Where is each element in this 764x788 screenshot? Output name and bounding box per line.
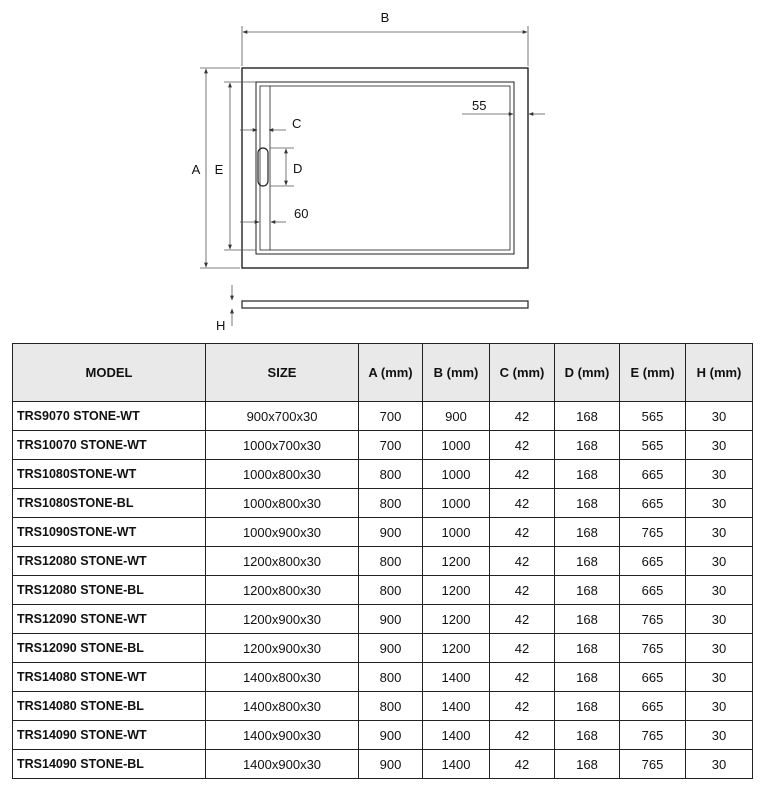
e-cell: 665 bbox=[620, 460, 686, 489]
size-cell: 1000x900x30 bbox=[206, 518, 359, 547]
model-cell: TRS12080 STONE-BL bbox=[13, 576, 206, 605]
e-cell: 765 bbox=[620, 605, 686, 634]
d-cell: 168 bbox=[555, 634, 620, 663]
b-cell: 1000 bbox=[423, 460, 490, 489]
d-cell: 168 bbox=[555, 402, 620, 431]
h-cell: 30 bbox=[686, 402, 753, 431]
a-cell: 900 bbox=[359, 605, 423, 634]
a-cell: 800 bbox=[359, 460, 423, 489]
c-cell: 42 bbox=[490, 402, 555, 431]
h-cell: 30 bbox=[686, 663, 753, 692]
table-row bbox=[13, 431, 753, 460]
table-row bbox=[13, 489, 753, 518]
model-cell: TRS14090 STONE-WT bbox=[13, 721, 206, 750]
model-cell: TRS12090 STONE-WT bbox=[13, 605, 206, 634]
c-cell: 42 bbox=[490, 518, 555, 547]
b-cell: 1400 bbox=[423, 663, 490, 692]
size-cell: 1000x800x30 bbox=[206, 489, 359, 518]
drain-slot bbox=[258, 148, 268, 186]
a-cell: 700 bbox=[359, 431, 423, 460]
table-row bbox=[13, 605, 753, 634]
d-cell: 168 bbox=[555, 431, 620, 460]
c-cell: 42 bbox=[490, 547, 555, 576]
h-cell: 30 bbox=[686, 460, 753, 489]
model-cell: TRS14090 STONE-BL bbox=[13, 750, 206, 779]
d-cell: 168 bbox=[555, 489, 620, 518]
c-cell: 42 bbox=[490, 634, 555, 663]
size-cell: 1000x800x30 bbox=[206, 460, 359, 489]
dimension-label-c: C bbox=[292, 116, 302, 131]
e-cell: 665 bbox=[620, 576, 686, 605]
b-cell: 1400 bbox=[423, 692, 490, 721]
e-cell: 665 bbox=[620, 489, 686, 518]
dimension-label-60: 60 bbox=[294, 206, 309, 221]
size-cell: 900x700x30 bbox=[206, 402, 359, 431]
c-cell: 42 bbox=[490, 605, 555, 634]
a-cell: 800 bbox=[359, 663, 423, 692]
d-cell: 168 bbox=[555, 460, 620, 489]
column-header-b: B (mm) bbox=[423, 344, 490, 402]
dimension-label-e: E bbox=[214, 162, 224, 177]
c-cell: 42 bbox=[490, 460, 555, 489]
table-row bbox=[13, 402, 753, 431]
d-cell: 168 bbox=[555, 518, 620, 547]
column-header-d: D (mm) bbox=[555, 344, 620, 402]
size-cell: 1400x900x30 bbox=[206, 721, 359, 750]
size-cell: 1200x900x30 bbox=[206, 634, 359, 663]
model-cell: TRS9070 STONE-WT bbox=[13, 402, 206, 431]
dimension-label-d: D bbox=[293, 161, 303, 176]
table-row bbox=[13, 460, 753, 489]
dimension-lines bbox=[200, 26, 545, 326]
e-cell: 665 bbox=[620, 692, 686, 721]
size-cell: 1000x700x30 bbox=[206, 431, 359, 460]
e-cell: 565 bbox=[620, 402, 686, 431]
table-row bbox=[13, 576, 753, 605]
size-cell: 1200x800x30 bbox=[206, 547, 359, 576]
e-cell: 765 bbox=[620, 750, 686, 779]
a-cell: 800 bbox=[359, 489, 423, 518]
b-cell: 1200 bbox=[423, 576, 490, 605]
model-cell: TRS1090STONE-WT bbox=[13, 518, 206, 547]
column-header-model: MODEL bbox=[13, 344, 206, 402]
d-cell: 168 bbox=[555, 692, 620, 721]
table-row bbox=[13, 518, 753, 547]
size-cell: 1400x800x30 bbox=[206, 692, 359, 721]
e-cell: 765 bbox=[620, 518, 686, 547]
table-row bbox=[13, 663, 753, 692]
b-cell: 1000 bbox=[423, 489, 490, 518]
c-cell: 42 bbox=[490, 692, 555, 721]
specification-table bbox=[12, 343, 753, 779]
model-cell: TRS10070 STONE-WT bbox=[13, 431, 206, 460]
table-row bbox=[13, 547, 753, 576]
a-cell: 900 bbox=[359, 721, 423, 750]
e-cell: 765 bbox=[620, 634, 686, 663]
a-cell: 800 bbox=[359, 692, 423, 721]
column-header-size: SIZE bbox=[206, 344, 359, 402]
b-cell: 1400 bbox=[423, 750, 490, 779]
a-cell: 800 bbox=[359, 576, 423, 605]
column-header-a: A (mm) bbox=[359, 344, 423, 402]
table-row bbox=[13, 721, 753, 750]
h-cell: 30 bbox=[686, 605, 753, 634]
b-cell: 1000 bbox=[423, 518, 490, 547]
h-cell: 30 bbox=[686, 634, 753, 663]
table-row bbox=[13, 750, 753, 779]
c-cell: 42 bbox=[490, 431, 555, 460]
d-cell: 168 bbox=[555, 721, 620, 750]
e-cell: 665 bbox=[620, 547, 686, 576]
b-cell: 1200 bbox=[423, 547, 490, 576]
table-body bbox=[13, 402, 753, 779]
column-header-c: C (mm) bbox=[490, 344, 555, 402]
table-row bbox=[13, 634, 753, 663]
c-cell: 42 bbox=[490, 663, 555, 692]
c-cell: 42 bbox=[490, 489, 555, 518]
table-header-row bbox=[13, 344, 753, 402]
model-cell: TRS12090 STONE-BL bbox=[13, 634, 206, 663]
h-cell: 30 bbox=[686, 692, 753, 721]
d-cell: 168 bbox=[555, 547, 620, 576]
size-cell: 1400x800x30 bbox=[206, 663, 359, 692]
dimension-label-h: H bbox=[216, 318, 226, 333]
model-cell: TRS12080 STONE-WT bbox=[13, 547, 206, 576]
h-cell: 30 bbox=[686, 547, 753, 576]
column-header-h: H (mm) bbox=[686, 344, 753, 402]
tray-side-view bbox=[242, 301, 528, 308]
a-cell: 800 bbox=[359, 547, 423, 576]
b-cell: 1200 bbox=[423, 605, 490, 634]
dimension-label-55: 55 bbox=[472, 98, 487, 113]
d-cell: 168 bbox=[555, 750, 620, 779]
dimension-label-a: A bbox=[191, 162, 201, 177]
e-cell: 765 bbox=[620, 721, 686, 750]
e-cell: 665 bbox=[620, 663, 686, 692]
a-cell: 700 bbox=[359, 402, 423, 431]
table-row bbox=[13, 692, 753, 721]
b-cell: 1000 bbox=[423, 431, 490, 460]
size-cell: 1200x900x30 bbox=[206, 605, 359, 634]
h-cell: 30 bbox=[686, 576, 753, 605]
d-cell: 168 bbox=[555, 576, 620, 605]
model-cell: TRS1080STONE-WT bbox=[13, 460, 206, 489]
technical-drawing bbox=[0, 0, 764, 343]
h-cell: 30 bbox=[686, 721, 753, 750]
c-cell: 42 bbox=[490, 721, 555, 750]
b-cell: 900 bbox=[423, 402, 490, 431]
a-cell: 900 bbox=[359, 634, 423, 663]
size-cell: 1400x900x30 bbox=[206, 750, 359, 779]
b-cell: 1200 bbox=[423, 634, 490, 663]
h-cell: 30 bbox=[686, 518, 753, 547]
h-cell: 30 bbox=[686, 750, 753, 779]
b-cell: 1400 bbox=[423, 721, 490, 750]
dimension-label-b: B bbox=[380, 10, 390, 25]
model-cell: TRS1080STONE-BL bbox=[13, 489, 206, 518]
d-cell: 168 bbox=[555, 663, 620, 692]
column-header-e: E (mm) bbox=[620, 344, 686, 402]
a-cell: 900 bbox=[359, 518, 423, 547]
d-cell: 168 bbox=[555, 605, 620, 634]
h-cell: 30 bbox=[686, 489, 753, 518]
h-cell: 30 bbox=[686, 431, 753, 460]
size-cell: 1200x800x30 bbox=[206, 576, 359, 605]
c-cell: 42 bbox=[490, 576, 555, 605]
e-cell: 565 bbox=[620, 431, 686, 460]
a-cell: 900 bbox=[359, 750, 423, 779]
model-cell: TRS14080 STONE-WT bbox=[13, 663, 206, 692]
c-cell: 42 bbox=[490, 750, 555, 779]
model-cell: TRS14080 STONE-BL bbox=[13, 692, 206, 721]
